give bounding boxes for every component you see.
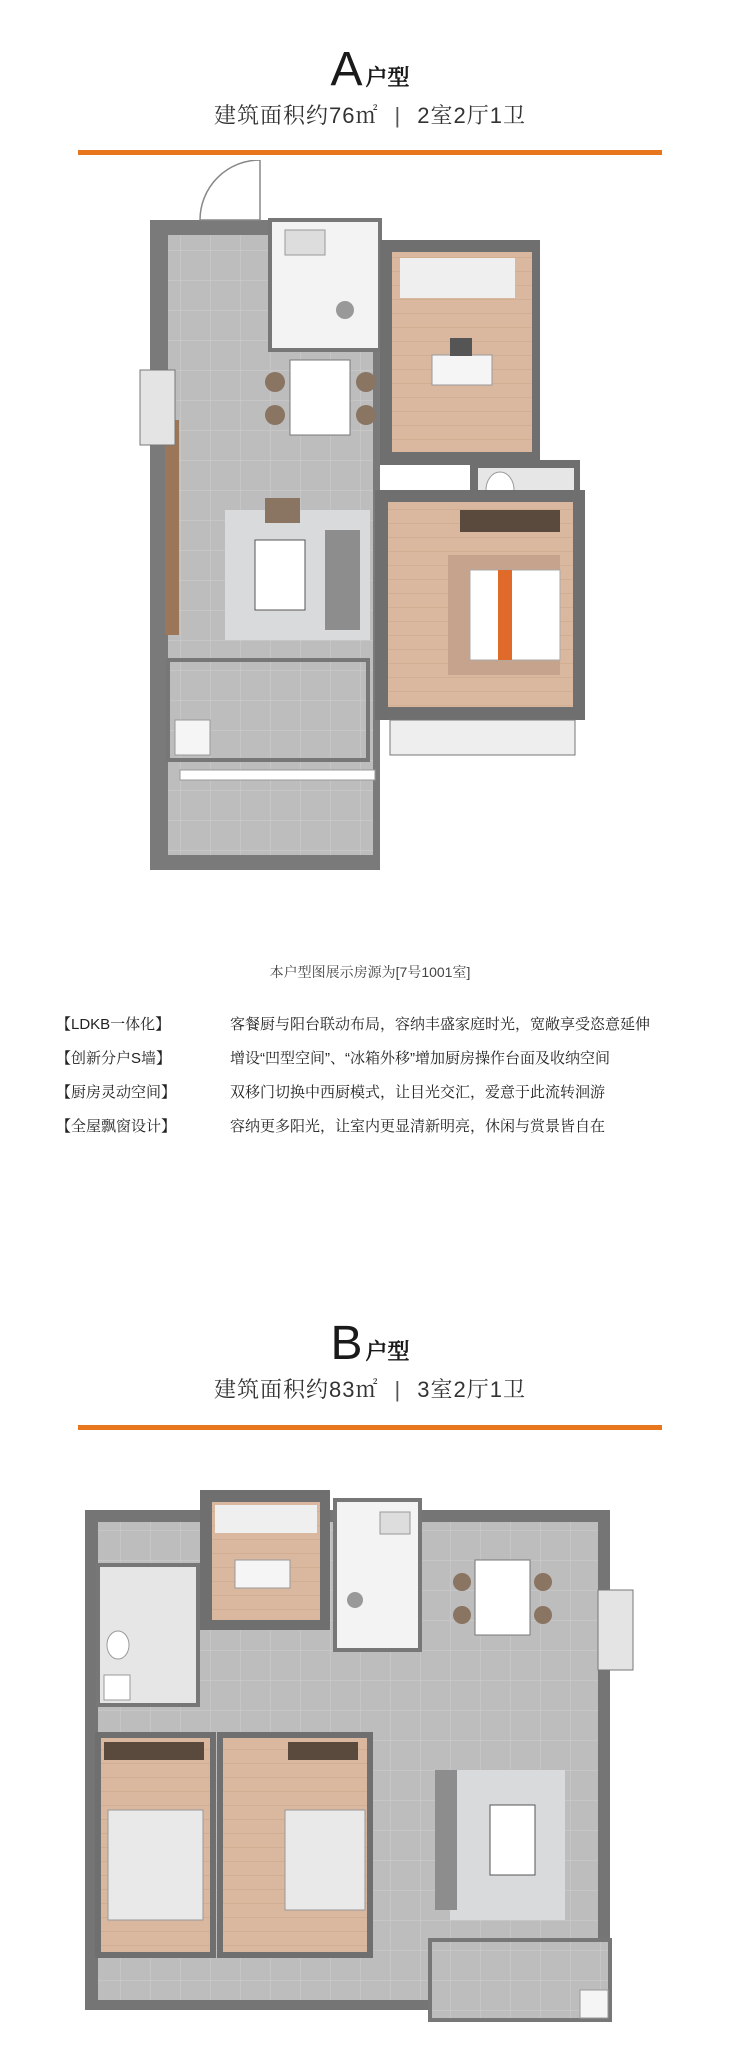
feature-desc: 增设“凹型空间”、“冰箱外移”增加厨房操作台面及收纳空间 bbox=[230, 1050, 610, 1067]
unit-a-rooms: 2室2厅1卫 bbox=[417, 103, 526, 128]
unit-type-suffix-b: 户型 bbox=[365, 1339, 410, 1364]
unit-type-suffix-a: 户型 bbox=[365, 65, 410, 90]
stove bbox=[336, 301, 354, 319]
feature-item bbox=[56, 1008, 696, 1042]
unit-a-summary bbox=[0, 99, 740, 130]
sofa bbox=[325, 530, 360, 630]
bay-window bbox=[140, 370, 175, 445]
unit-a-area: 建筑面积约76㎡ bbox=[214, 103, 379, 128]
coffee-table bbox=[255, 540, 305, 610]
bed bbox=[108, 1810, 203, 1920]
desk bbox=[235, 1560, 290, 1588]
door-arc bbox=[200, 160, 260, 220]
coffee-table bbox=[490, 1805, 535, 1875]
wardrobe bbox=[460, 510, 560, 532]
floor-plan-a bbox=[0, 160, 740, 960]
orange-divider-a bbox=[78, 150, 662, 155]
dining-chair bbox=[265, 405, 285, 425]
feature-item bbox=[56, 1076, 696, 1110]
dining-chair bbox=[534, 1606, 552, 1624]
basin bbox=[104, 1675, 130, 1700]
dining-chair bbox=[453, 1606, 471, 1624]
feature-item bbox=[56, 1042, 696, 1076]
bed bbox=[470, 570, 560, 660]
cabinet bbox=[165, 420, 179, 635]
separator: | bbox=[394, 103, 402, 128]
chair bbox=[450, 338, 472, 356]
unit-b-summary bbox=[0, 1373, 740, 1404]
washing-machine bbox=[175, 720, 210, 755]
unit-type-letter-a: A bbox=[330, 43, 364, 96]
floor-plan-b bbox=[0, 1470, 740, 2047]
feature-tag: 【LDKB一体化】 bbox=[56, 1016, 171, 1033]
feature-desc: 容纳更多阳光，让室内更显清新明亮，休闲与赏景皆自在 bbox=[230, 1118, 606, 1135]
dining-chair bbox=[453, 1573, 471, 1591]
feature-desc: 双移门切换中西厨模式，让目光交汇，爱意于此流转洄游 bbox=[230, 1084, 606, 1101]
bed-runner bbox=[498, 570, 512, 660]
bay-window bbox=[598, 1590, 633, 1670]
toilet bbox=[107, 1631, 129, 1659]
feature-item bbox=[56, 1110, 696, 1144]
section-a-header bbox=[0, 42, 740, 130]
feature-tag: 【创新分户S墙】 bbox=[56, 1050, 172, 1067]
bay-window bbox=[400, 258, 515, 298]
unit-b-rooms: 3室2厅1卫 bbox=[417, 1377, 526, 1402]
dining-chair bbox=[265, 372, 285, 392]
bay-window bbox=[390, 720, 575, 755]
dining-table bbox=[290, 360, 350, 435]
sink bbox=[380, 1512, 410, 1534]
separator: | bbox=[394, 1377, 402, 1402]
desk bbox=[432, 355, 492, 385]
sofa bbox=[435, 1770, 457, 1910]
wardrobe bbox=[288, 1742, 358, 1760]
bay-window bbox=[215, 1505, 317, 1533]
feature-tag: 【全屋飘窗设计】 bbox=[56, 1118, 177, 1135]
wardrobe bbox=[104, 1742, 204, 1760]
dining-chair bbox=[534, 1573, 552, 1591]
unit-b-area: 建筑面积约83㎡ bbox=[214, 1377, 379, 1402]
unit-type-letter-b: B bbox=[330, 1317, 364, 1370]
orange-divider-b bbox=[78, 1425, 662, 1430]
washing-machine bbox=[580, 1990, 608, 2018]
feature-tag: 【厨房灵动空间】 bbox=[56, 1084, 177, 1101]
balcony-rail bbox=[180, 770, 375, 780]
section-b-header bbox=[0, 1316, 740, 1404]
plan-a-caption: 本户型图展示房源为[7号1001室] bbox=[269, 964, 471, 980]
sink bbox=[285, 230, 325, 255]
feature-list bbox=[56, 1008, 696, 1144]
dining-chair bbox=[356, 405, 376, 425]
feature-desc: 客餐厨与阳台联动布局，容纳丰盛家庭时光，宽敞享受恣意延伸 bbox=[230, 1016, 651, 1033]
dining-table bbox=[475, 1560, 530, 1635]
armchair bbox=[265, 498, 300, 523]
bed bbox=[285, 1810, 365, 1910]
dining-chair bbox=[356, 372, 376, 392]
stove bbox=[347, 1592, 363, 1608]
